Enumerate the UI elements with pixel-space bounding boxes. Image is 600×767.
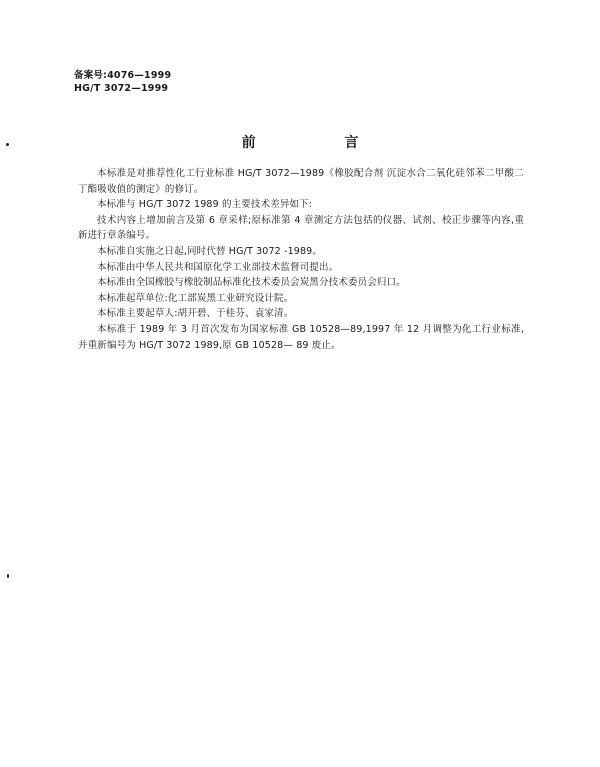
- document-header: [74, 69, 171, 95]
- record-number: 备案号:4076—1999: [74, 70, 172, 81]
- paragraph: 本标准主要起草人:胡开碧、于桂芬、袁家清。: [97, 308, 294, 320]
- paragraph: 本标准起草单位:化工部炭黑工业研究设计院。: [97, 292, 294, 304]
- foreword-body: [78, 166, 524, 353]
- paragraph: 本标准是对推荐性化工行业标准 HG/T 3072—1989《橡胶配合剂 沉淀水合二氧化硅邻苯二甲酸二丁酯吸收值的测定》的修订。: [78, 168, 524, 195]
- page-title: 前 言: [241, 135, 401, 151]
- paragraph: 本标准与 HG/T 3072 1989 的主要技术差异如下:: [97, 199, 313, 211]
- paragraph: 技术内容上增加前言及第 6 章采样;原标准第 4 章测定方法包括的仪器、试剂、校正步骤等内容,重新进行章条编号。: [78, 214, 524, 242]
- paragraph: 本标准自实施之日起,同时代替 HG/T 3072 -1989。: [97, 245, 323, 257]
- standard-code: HG/T 3072—1999: [74, 83, 169, 94]
- paragraph: 本标准由全国橡胶与橡胶制品标准化技术委员会炭黑分技术委员会归口。: [97, 277, 406, 289]
- scan-speck: [6, 143, 9, 146]
- paragraph: 本标准于 1989 年 3 月首次发布为国家标准 GB 10528—89,1997 年 12 月调整为化工行业标准,并重新编号为 HG/T 3072 1989,原 GB 10528— 89 废止。: [78, 323, 524, 351]
- scan-speck: [7, 574, 9, 578]
- paragraph: 本标准由中华人民共和国原化学工业部技术监督司提出。: [97, 261, 339, 273]
